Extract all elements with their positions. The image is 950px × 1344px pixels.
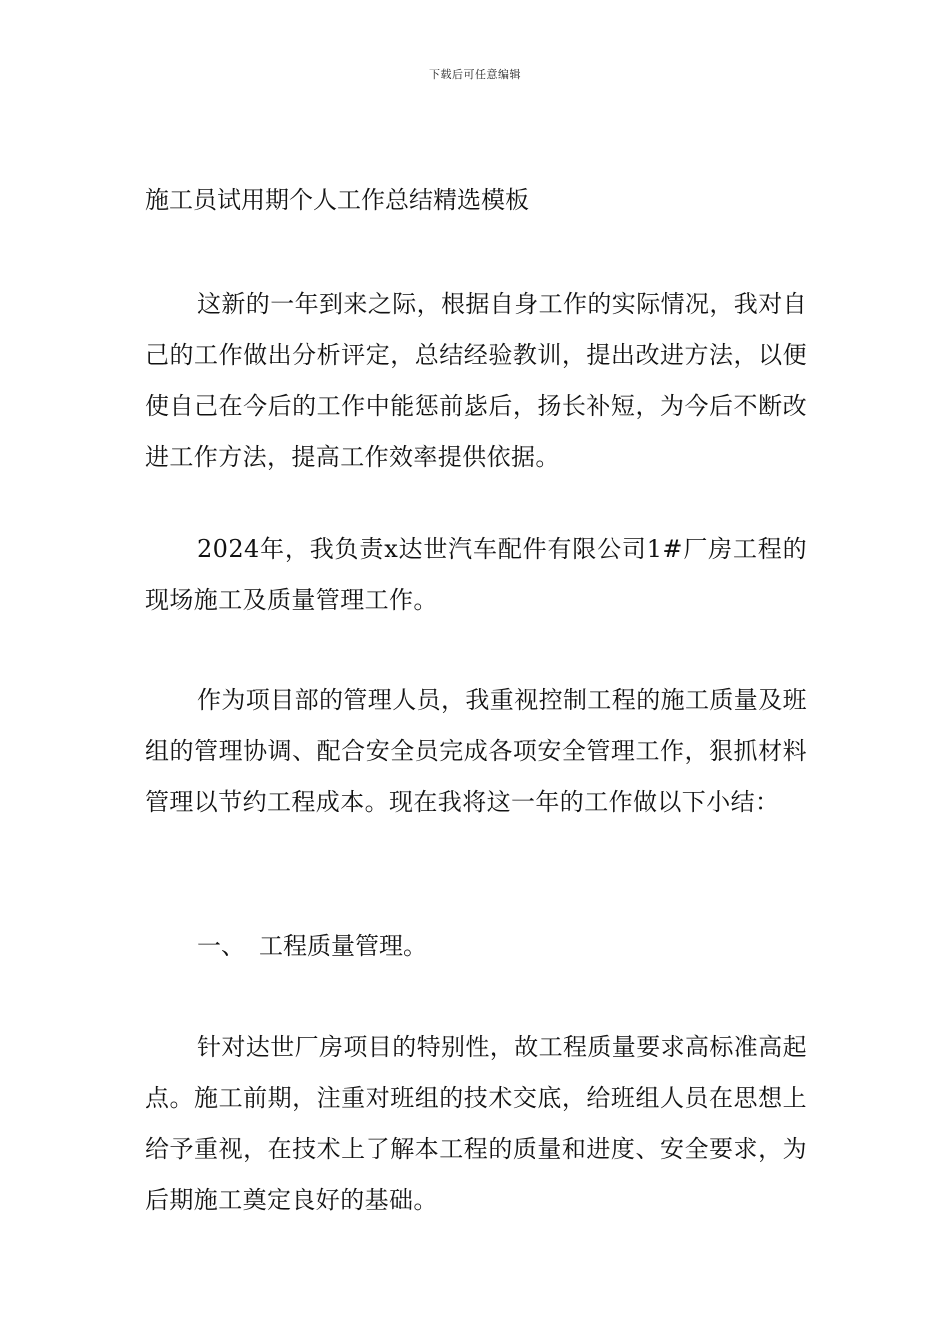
section-heading-quality xyxy=(197,930,427,962)
header-note: 下载后可任意编辑 xyxy=(429,68,521,81)
section-number: 一、 xyxy=(197,932,245,960)
document-title: 施工员试用期个人工作总结精选模板 xyxy=(145,186,529,214)
paragraph-management-role: 作为项目部的管理人员，我重视控制工程的施工质量及班组的管理协调、配合安全员完成各项安全管理工作，狠抓材料管理以节约工程成本。现在我将这一年的工作做以下小结： xyxy=(145,686,807,816)
paragraph-responsibility: 2024年，我负责x达世汽车配件有限公司1#厂房工程的现场施工及质量管理工作。 xyxy=(145,535,807,614)
paragraph-quality: 针对达世厂房项目的特别性，故工程质量要求高标准高起点。施工前期，注重对班组的技术交底，给班组人员在思想上给予重视，在技术上了解本工程的质量和进度、安全要求，为后期施工奠定良好的基础。 xyxy=(145,1033,807,1214)
paragraph-intro: 这新的一年到来之际，根据自身工作的实际情况，我对自己的工作做出分析评定，总结经验教训，提出改进方法，以便使自己在今后的工作中能惩前毖后，扬长补短，为今后不断改进工作方法，提高工作效率提供依据。 xyxy=(145,290,807,471)
section-title: 工程质量管理。 xyxy=(259,932,427,960)
